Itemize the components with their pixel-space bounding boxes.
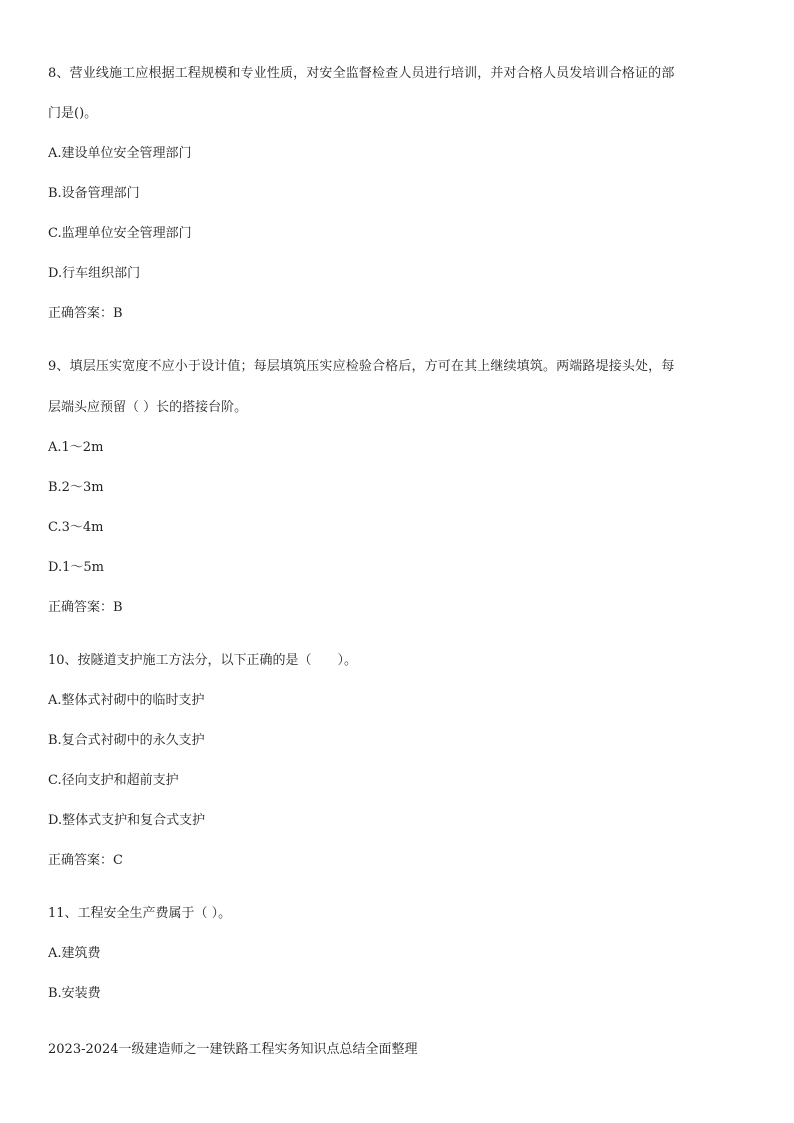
page-footer-title: 2023-2024一级建造师之一建铁路工程实务知识点总结全面整理 xyxy=(48,1042,418,1057)
question-8-stem-line-2: 门是()。 xyxy=(48,106,98,121)
question-10-answer: 正确答案：C xyxy=(48,853,123,868)
question-9-option-d: D.1～5m xyxy=(48,560,104,575)
question-10-option-d: D.整体式支护和复合式支护 xyxy=(48,813,206,828)
question-8-option-b: B.设备管理部门 xyxy=(48,186,140,201)
question-9-answer: 正确答案：B xyxy=(48,600,123,615)
question-8-stem-line-1: 8、营业线施工应根据工程规模和专业性质，对安全监督检查人员进行培训，并对合格人员发培训合格证的部 xyxy=(48,66,675,81)
question-11-option-a: A.建筑费 xyxy=(48,946,101,961)
question-9-stem-line-1: 9、填层压实宽度不应小于设计值；每层填筑压实应检验合格后，方可在其上继续填筑。两端路堤接头处，每 xyxy=(48,359,675,374)
question-9-option-a: A.1～2m xyxy=(48,440,104,455)
question-9-option-b: B.2～3m xyxy=(48,480,104,495)
question-8-option-a: A.建设单位安全管理部门 xyxy=(48,146,192,161)
question-9-option-c: C.3～4m xyxy=(48,520,104,535)
question-8-option-d: D.行车组织部门 xyxy=(48,266,141,281)
question-11-option-b: B.安装费 xyxy=(48,986,101,1001)
question-10-option-c: C.径向支护和超前支护 xyxy=(48,773,179,788)
question-10-stem: 10、按隧道支护施工方法分，以下正确的是（ ）。 xyxy=(48,653,358,668)
question-10-option-a: A.整体式衬砌中的临时支护 xyxy=(48,693,205,708)
question-11-stem: 11、工程安全生产费属于（ ）。 xyxy=(48,906,232,921)
question-9-stem-line-2: 层端头应预留（ ）长的搭接台阶。 xyxy=(48,400,248,415)
question-8-option-c: C.监理单位安全管理部门 xyxy=(48,226,192,241)
question-8-answer: 正确答案：B xyxy=(48,306,123,321)
question-10-option-b: B.复合式衬砌中的永久支护 xyxy=(48,733,205,748)
